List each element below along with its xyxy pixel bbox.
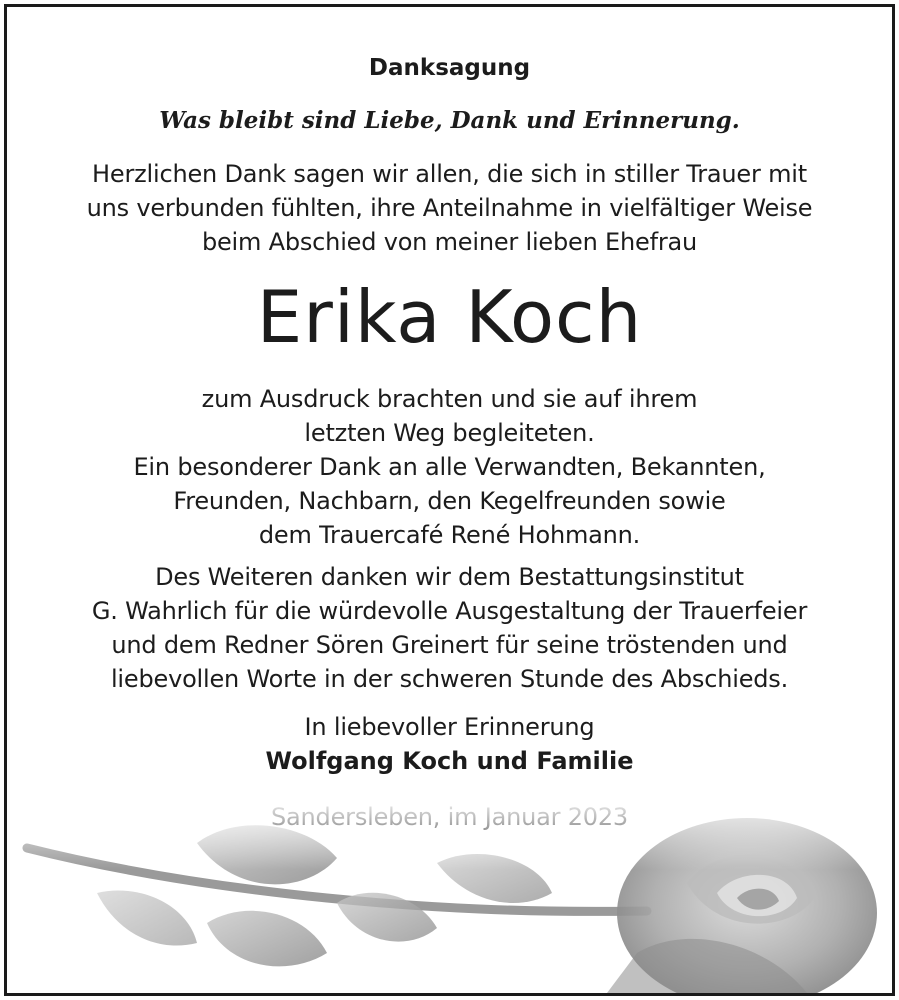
further-line: G. Wahrlich für die würdevolle Ausgestaltung der Trauerfeier bbox=[91, 597, 808, 625]
closing-text: In liebevoller Erinnerung bbox=[304, 713, 595, 741]
deceased-name: Erika Koch bbox=[256, 275, 643, 359]
thanks-line: dem Trauercafé René Hohmann. bbox=[258, 521, 641, 549]
thanks-line: Ein besonderer Dank an alle Verwandten, Bekannten, bbox=[133, 453, 766, 481]
intro-line: beim Abschied von meiner lieben Ehefrau bbox=[201, 228, 698, 256]
further-line: Des Weiteren danken wir dem Bestattungsinstitut bbox=[155, 563, 744, 591]
thanks-line: letzten Weg begleiteten. bbox=[304, 419, 595, 447]
further-line: und dem Redner Sören Greinert für seine tröstenden und bbox=[111, 631, 788, 659]
rose-image bbox=[7, 803, 892, 993]
intro-line: uns verbunden fühlten, ihre Anteilnahme in vielfältiger Weise bbox=[86, 194, 813, 222]
heading: Danksagung bbox=[368, 55, 531, 81]
thanks-line: zum Ausdruck brachten und sie auf ihrem bbox=[201, 385, 698, 413]
motto: Was bleibt sind Liebe, Dank und Erinnerung. bbox=[159, 107, 740, 134]
obituary-notice bbox=[4, 4, 895, 996]
signature: Wolfgang Koch und Familie bbox=[265, 747, 634, 775]
intro-line: Herzlichen Dank sagen wir allen, die sich in stiller Trauer mit bbox=[92, 160, 807, 188]
thanks-line: Freunden, Nachbarn, den Kegelfreunden sowie bbox=[173, 487, 726, 515]
further-line: liebevollen Worte in der schweren Stunde des Abschieds. bbox=[110, 665, 789, 693]
